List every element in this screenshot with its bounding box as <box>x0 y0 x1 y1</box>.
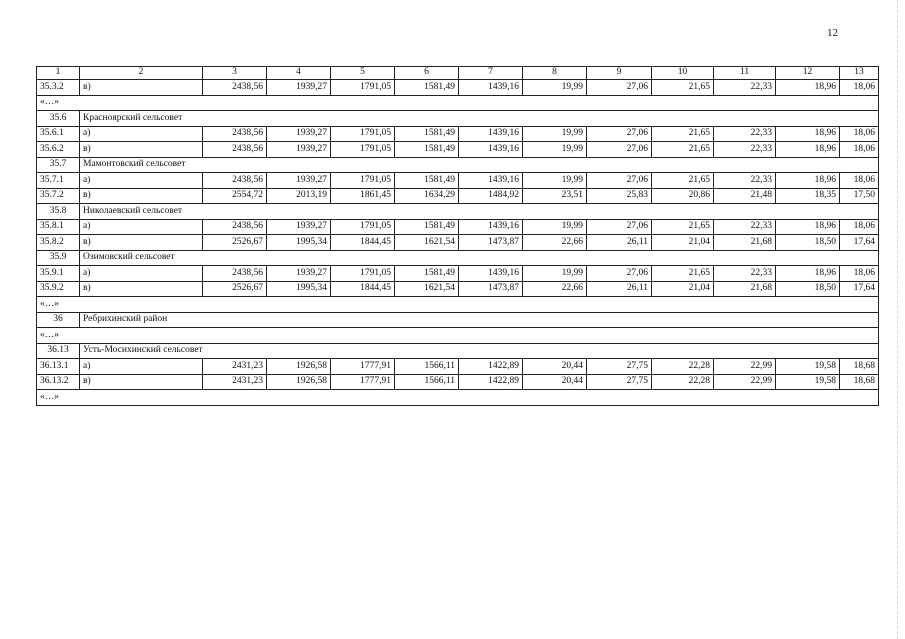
section-row <box>37 204 879 220</box>
value-cell: 1581,49 <box>395 266 459 282</box>
section-code: 36.13 <box>37 343 80 359</box>
value-cell: 18,06 <box>840 173 879 189</box>
value-cell: 18,68 <box>840 359 879 375</box>
value-cell: 1566,11 <box>395 359 459 375</box>
section-code: 36 <box>37 312 80 328</box>
value-cell: 18,06 <box>840 266 879 282</box>
value-cell: 25,83 <box>587 188 652 204</box>
value-cell: 17,64 <box>840 235 879 251</box>
value-cell: 1939,27 <box>267 80 331 96</box>
value-cell: 23,51 <box>523 188 587 204</box>
value-cell: 1995,34 <box>267 235 331 251</box>
ellipsis-row <box>37 328 879 344</box>
value-cell: 1484,92 <box>459 188 523 204</box>
value-cell: 1844,45 <box>331 235 395 251</box>
section-title: Усть-Мосихинский сельсовет <box>80 343 879 359</box>
value-cell: 21,65 <box>652 219 714 235</box>
table-row <box>37 374 879 390</box>
section-title: Николаевский сельсовет <box>80 204 879 220</box>
value-cell: 1939,27 <box>267 142 331 158</box>
section-title: Озимовский сельсовет <box>80 250 879 266</box>
value-cell: 19,58 <box>776 374 840 390</box>
row-label: в) <box>80 188 203 204</box>
table-row <box>37 142 879 158</box>
value-cell: 1777,91 <box>331 359 395 375</box>
value-cell: 1939,27 <box>267 266 331 282</box>
row-label: в) <box>80 80 203 96</box>
value-cell: 19,99 <box>523 219 587 235</box>
value-cell: 18,06 <box>840 126 879 142</box>
value-cell: 1439,16 <box>459 266 523 282</box>
ellipsis-row <box>37 297 879 313</box>
value-cell: 20,86 <box>652 188 714 204</box>
column-header: 3 <box>203 67 267 80</box>
value-cell: 27,06 <box>587 80 652 96</box>
row-code: 35.8.2 <box>37 235 80 251</box>
value-cell: 27,06 <box>587 142 652 158</box>
value-cell: 21,65 <box>652 266 714 282</box>
value-cell: 21,65 <box>652 126 714 142</box>
value-cell: 19,99 <box>523 80 587 96</box>
value-cell: 1581,49 <box>395 126 459 142</box>
section-code: 35.6 <box>37 111 80 127</box>
value-cell: 2431,23 <box>203 359 267 375</box>
value-cell: 1439,16 <box>459 126 523 142</box>
value-cell: 20,44 <box>523 359 587 375</box>
value-cell: 1791,05 <box>331 126 395 142</box>
section-row <box>37 111 879 127</box>
column-header: 12 <box>776 67 840 80</box>
column-header: 1 <box>37 67 80 80</box>
row-code: 35.7.1 <box>37 173 80 189</box>
value-cell: 1621,54 <box>395 235 459 251</box>
value-cell: 21,65 <box>652 173 714 189</box>
row-code: 36.13.1 <box>37 359 80 375</box>
value-cell: 2431,23 <box>203 374 267 390</box>
value-cell: 18,96 <box>776 266 840 282</box>
value-cell: 1926,58 <box>267 374 331 390</box>
value-cell: 17,50 <box>840 188 879 204</box>
value-cell: 1473,87 <box>459 281 523 297</box>
column-header-row <box>37 67 879 80</box>
section-code: 35.7 <box>37 157 80 173</box>
omission-marker: «…» <box>37 297 879 313</box>
row-label: а) <box>80 219 203 235</box>
column-header: 8 <box>523 67 587 80</box>
row-label: а) <box>80 126 203 142</box>
value-cell: 1791,05 <box>331 173 395 189</box>
table-row <box>37 80 879 96</box>
section-row <box>37 250 879 266</box>
value-cell: 17,64 <box>840 281 879 297</box>
value-cell: 22,99 <box>714 374 776 390</box>
value-cell: 2438,56 <box>203 219 267 235</box>
table-row <box>37 235 879 251</box>
value-cell: 19,99 <box>523 126 587 142</box>
value-cell: 1581,49 <box>395 173 459 189</box>
ellipsis-row <box>37 95 879 111</box>
value-cell: 1422,89 <box>459 374 523 390</box>
table-row <box>37 188 879 204</box>
value-cell: 18,50 <box>776 235 840 251</box>
value-cell: 1439,16 <box>459 173 523 189</box>
omission-marker: «…» <box>37 328 879 344</box>
value-cell: 27,75 <box>587 359 652 375</box>
value-cell: 1791,05 <box>331 80 395 96</box>
value-cell: 27,06 <box>587 266 652 282</box>
row-label: а) <box>80 173 203 189</box>
value-cell: 21,65 <box>652 142 714 158</box>
column-header: 2 <box>80 67 203 80</box>
row-label: а) <box>80 359 203 375</box>
value-cell: 18,96 <box>776 126 840 142</box>
section-row <box>37 343 879 359</box>
value-cell: 1422,89 <box>459 359 523 375</box>
section-row <box>37 312 879 328</box>
row-code: 36.13.2 <box>37 374 80 390</box>
value-cell: 1861,45 <box>331 188 395 204</box>
value-cell: 19,58 <box>776 359 840 375</box>
omission-marker: «…» <box>37 390 879 406</box>
value-cell: 18,06 <box>840 219 879 235</box>
section-title: Краснoярский сельсовет <box>80 111 879 127</box>
value-cell: 22,28 <box>652 374 714 390</box>
value-cell: 1939,27 <box>267 126 331 142</box>
column-header: 5 <box>331 67 395 80</box>
value-cell: 18,96 <box>776 80 840 96</box>
value-cell: 1791,05 <box>331 266 395 282</box>
value-cell: 21,04 <box>652 281 714 297</box>
section-title: Мамонтовский сельсовет <box>80 157 879 173</box>
value-cell: 1844,45 <box>331 281 395 297</box>
value-cell: 2554,72 <box>203 188 267 204</box>
value-cell: 22,33 <box>714 266 776 282</box>
value-cell: 21,68 <box>714 235 776 251</box>
row-label: в) <box>80 142 203 158</box>
value-cell: 21,48 <box>714 188 776 204</box>
value-cell: 18,06 <box>840 80 879 96</box>
value-cell: 2438,56 <box>203 126 267 142</box>
value-cell: 18,35 <box>776 188 840 204</box>
value-cell: 1581,49 <box>395 142 459 158</box>
value-cell: 22,33 <box>714 126 776 142</box>
value-cell: 2013,19 <box>267 188 331 204</box>
value-cell: 18,06 <box>840 142 879 158</box>
row-label: в) <box>80 374 203 390</box>
value-cell: 1634,29 <box>395 188 459 204</box>
value-cell: 22,66 <box>523 281 587 297</box>
column-header: 4 <box>267 67 331 80</box>
value-cell: 1473,87 <box>459 235 523 251</box>
value-cell: 18,96 <box>776 219 840 235</box>
value-cell: 19,99 <box>523 142 587 158</box>
value-cell: 22,66 <box>523 235 587 251</box>
value-cell: 2526,67 <box>203 235 267 251</box>
value-cell: 2438,56 <box>203 142 267 158</box>
section-row <box>37 157 879 173</box>
value-cell: 21,68 <box>714 281 776 297</box>
value-cell: 21,04 <box>652 235 714 251</box>
value-cell: 22,33 <box>714 173 776 189</box>
section-code: 35.9 <box>37 250 80 266</box>
table-body <box>37 67 879 406</box>
row-code: 35.7.2 <box>37 188 80 204</box>
page-number: 12 <box>827 27 838 39</box>
value-cell: 1926,58 <box>267 359 331 375</box>
column-header: 13 <box>840 67 879 80</box>
value-cell: 1439,16 <box>459 142 523 158</box>
omission-marker: «…» <box>37 95 879 111</box>
value-cell: 1581,49 <box>395 80 459 96</box>
row-code: 35.9.1 <box>37 266 80 282</box>
column-header: 9 <box>587 67 652 80</box>
section-title: Ребрихинский район <box>80 312 879 328</box>
value-cell: 1439,16 <box>459 80 523 96</box>
column-header: 7 <box>459 67 523 80</box>
value-cell: 22,99 <box>714 359 776 375</box>
row-code: 35.6.2 <box>37 142 80 158</box>
value-cell: 2438,56 <box>203 80 267 96</box>
row-label: а) <box>80 266 203 282</box>
ellipsis-row <box>37 390 879 406</box>
value-cell: 1791,05 <box>331 142 395 158</box>
value-cell: 1939,27 <box>267 219 331 235</box>
value-cell: 1439,16 <box>459 219 523 235</box>
value-cell: 1995,34 <box>267 281 331 297</box>
value-cell: 2438,56 <box>203 266 267 282</box>
value-cell: 26,11 <box>587 235 652 251</box>
value-cell: 1939,27 <box>267 173 331 189</box>
value-cell: 27,75 <box>587 374 652 390</box>
value-cell: 18,96 <box>776 173 840 189</box>
table-row <box>37 173 879 189</box>
value-cell: 21,65 <box>652 80 714 96</box>
value-cell: 18,68 <box>840 374 879 390</box>
table-row <box>37 359 879 375</box>
column-header: 6 <box>395 67 459 80</box>
value-cell: 22,33 <box>714 142 776 158</box>
table-row <box>37 266 879 282</box>
value-cell: 27,06 <box>587 219 652 235</box>
tariff-table <box>36 66 879 406</box>
value-cell: 1621,54 <box>395 281 459 297</box>
value-cell: 1791,05 <box>331 219 395 235</box>
table-row <box>37 219 879 235</box>
value-cell: 1777,91 <box>331 374 395 390</box>
value-cell: 19,99 <box>523 173 587 189</box>
row-label: в) <box>80 235 203 251</box>
value-cell: 18,96 <box>776 142 840 158</box>
row-code: 35.8.1 <box>37 219 80 235</box>
row-label: в) <box>80 281 203 297</box>
value-cell: 2438,56 <box>203 173 267 189</box>
value-cell: 18,50 <box>776 281 840 297</box>
value-cell: 20,44 <box>523 374 587 390</box>
row-code: 35.9.2 <box>37 281 80 297</box>
page-edge-line <box>897 0 898 639</box>
value-cell: 2526,67 <box>203 281 267 297</box>
value-cell: 1566,11 <box>395 374 459 390</box>
column-header: 11 <box>714 67 776 80</box>
value-cell: 26,11 <box>587 281 652 297</box>
row-code: 35.6.1 <box>37 126 80 142</box>
value-cell: 22,33 <box>714 80 776 96</box>
value-cell: 19,99 <box>523 266 587 282</box>
section-code: 35.8 <box>37 204 80 220</box>
value-cell: 27,06 <box>587 126 652 142</box>
table-row <box>37 126 879 142</box>
value-cell: 22,28 <box>652 359 714 375</box>
row-code: 35.3.2 <box>37 80 80 96</box>
value-cell: 1581,49 <box>395 219 459 235</box>
column-header: 10 <box>652 67 714 80</box>
value-cell: 27,06 <box>587 173 652 189</box>
table-row <box>37 281 879 297</box>
value-cell: 22,33 <box>714 219 776 235</box>
